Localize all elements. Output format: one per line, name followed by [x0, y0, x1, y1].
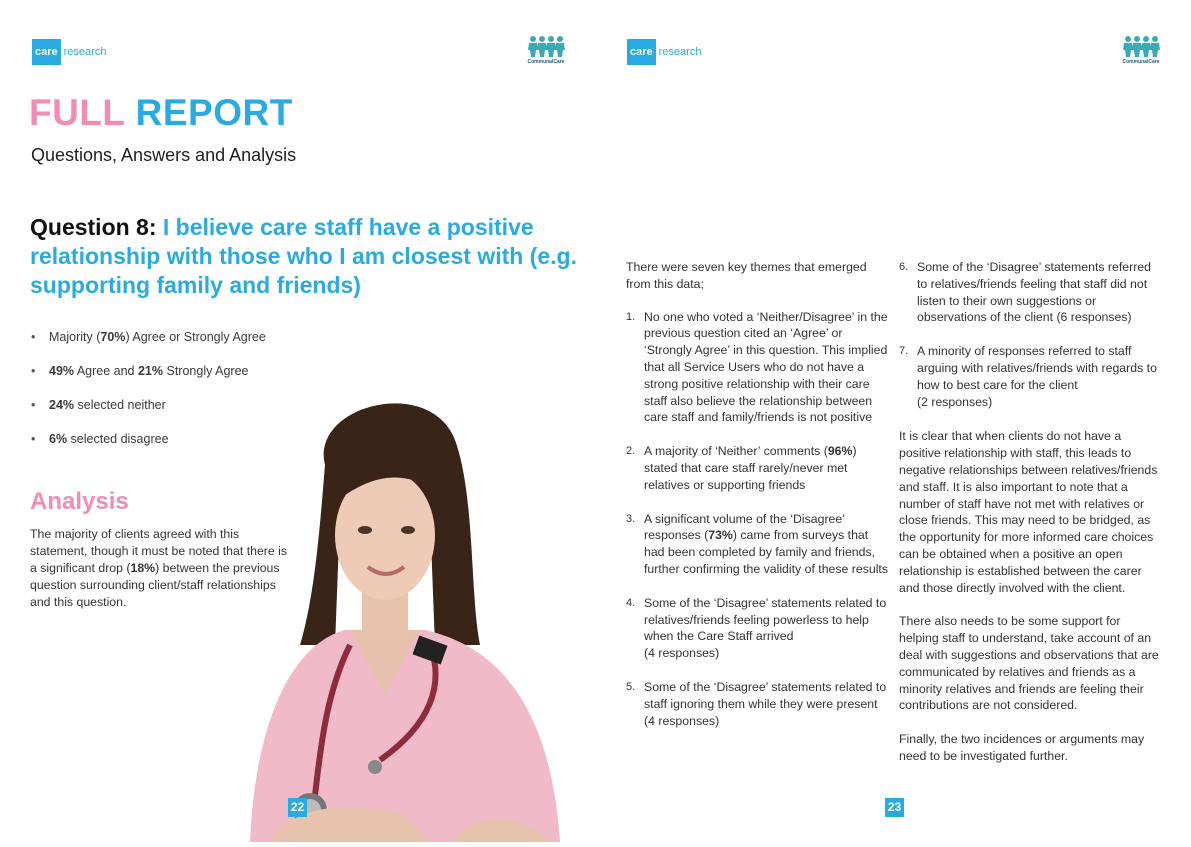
question-text: I believe care staff have a positive relationship with those who I am closest with (e.g. supporting family and friends) [30, 214, 577, 298]
logo-box: care [32, 39, 61, 65]
conclusion-paragraph-3: Finally, the two incidences or arguments may need to be investigated further. [899, 732, 1145, 763]
conclusion-paragraph-1: It is clear that when clients do not have a positive relationship with staff, this leads to negative relationships between relatives/friends and staff. It is also important to note that a number of staff have not met with relatives or close friends. This may need to be bridged, as the opportunity for more informed care choices can be obtained when a positive an open relationship is established between the carer and those directly involved with the client. [899, 429, 1158, 595]
partner-name: CommunalCare [527, 59, 565, 65]
logo-text: research [658, 46, 702, 58]
list-item: • 6% selected disagree [31, 432, 331, 466]
care-research-logo-right [627, 39, 701, 65]
logo-text: research [63, 46, 107, 58]
list-item: 3. A significant volume of the ‘Disagree’ responses (73%) came from surveys that had been completed by family and friends, further confirming the validity of these results [626, 511, 888, 576]
question-number: Question 8: [30, 214, 157, 240]
logo-box: care [627, 39, 656, 65]
list-item: 7. A minority of responses referred to staff arguing with relatives/friends with regards to how to best care for the client (2 responses) [899, 344, 1157, 409]
people-icon [1121, 36, 1161, 58]
conclusion-paragraph-2: There also needs to be some support for helping staff to understand, take account of an deal with suggestions and observations that are communicated by relatives and friends as a minority relatives and friends are feeling their contributions are not considered. [899, 614, 1159, 713]
themes-list-part1 [626, 309, 888, 730]
subtitle: Questions, Answers and Analysis [31, 145, 297, 165]
title-full: FULL [29, 92, 125, 133]
page-number-right: 23 [885, 798, 904, 817]
list-item: 5. Some of the ‘Disagree’ statements related to staff ignoring them while they were present (4 responses) [626, 679, 887, 728]
list-item: 1. No one who voted a ‘Neither/Disagree’ in the previous question cited an ‘Agree’ or ‘Strongly Agree’ in this question. This implied that all Service Users who do not have a strong positive relationship with their care staff also believe the relationship between care staff and family/friends is not positive [626, 309, 888, 425]
list-item: 2. A majority of ‘Neither’ comments (96%) stated that care staff rarely/never met relatives or supporting friends [626, 444, 857, 492]
analysis-paragraph: The majority of clients agreed with this statement, though it must be noted that there is a significant drop (18%) between the previous question surrounding client/staff relationships and this question. [30, 527, 288, 609]
themes-column-1 [626, 259, 888, 729]
list-item: 4. Some of the ‘Disagree’ statements related to relatives/friends feeling powerless to help when the Care Staff arrived (4 responses) [626, 595, 887, 661]
themes-column-2 [899, 259, 1161, 765]
analysis-heading: Analysis [30, 488, 129, 515]
nurse-photo [230, 395, 600, 842]
themes-list-part2 [899, 259, 1161, 410]
title-report: REPORT [135, 92, 293, 133]
list-item: • 24% selected neither [31, 398, 331, 432]
question-heading [30, 213, 580, 300]
themes-intro: There were seven key themes that emerged from this data; [626, 260, 867, 291]
care-research-logo [32, 39, 106, 65]
page-title [29, 93, 293, 133]
list-item: • Majority (70%) Agree or Strongly Agree [31, 330, 331, 364]
list-item: • 49% Agree and 21% Strongly Agree [31, 364, 331, 398]
people-icon [526, 36, 566, 58]
communal-care-logo [526, 36, 566, 65]
page-number-left: 22 [288, 798, 307, 817]
communal-care-logo-right [1121, 36, 1161, 65]
list-item: 6. Some of the ‘Disagree’ statements referred to relatives/friends feeling that staff did not listen to their own suggestions or observations of the client (6 responses) [899, 260, 1151, 325]
partner-name: CommunalCare [1122, 59, 1160, 65]
